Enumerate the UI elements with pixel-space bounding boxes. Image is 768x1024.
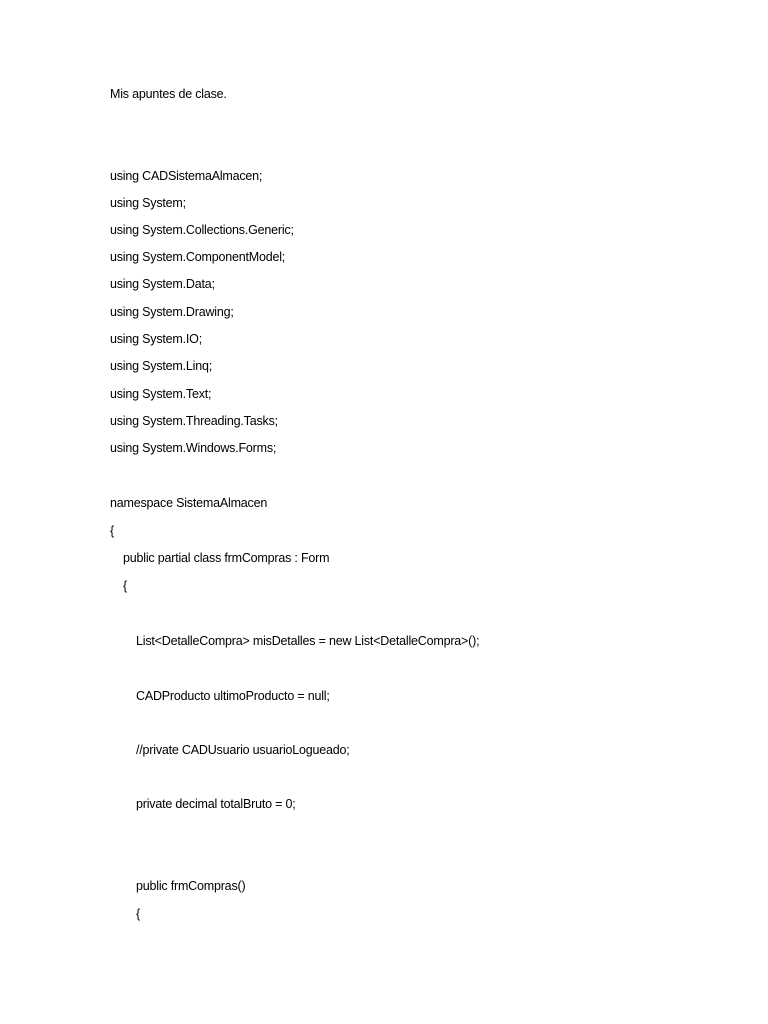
namespace-line: namespace SistemaAlmacen [110, 496, 268, 510]
using-line: using CADSistemaAlmacen; [110, 169, 263, 183]
class-declaration-line: public partial class frmCompras : Form [123, 551, 330, 565]
using-line: using System.Collections.Generic; [110, 223, 294, 237]
using-line: using System.Text; [110, 387, 212, 401]
namespace-open-brace: { [110, 524, 114, 538]
using-line: using System.Threading.Tasks; [110, 414, 278, 428]
document-title: Mis apuntes de clase. [110, 87, 227, 101]
using-line: using System.Data; [110, 277, 215, 291]
using-line: using System.ComponentModel; [110, 250, 286, 264]
constructor-line: public frmCompras() [136, 879, 246, 893]
constructor-open-brace: { [136, 907, 140, 921]
field-total-line: private decimal totalBruto = 0; [136, 797, 296, 811]
using-line: using System.IO; [110, 332, 202, 346]
class-open-brace: { [123, 579, 127, 593]
using-line: using System.Linq; [110, 359, 213, 373]
comment-line: //private CADUsuario usuarioLogueado; [136, 743, 350, 757]
using-line: using System; [110, 196, 186, 210]
using-line: using System.Drawing; [110, 305, 234, 319]
field-list-line: List<DetalleCompra> misDetalles = new List<DetalleCompra>(); [136, 634, 480, 648]
using-line: using System.Windows.Forms; [110, 441, 277, 455]
field-product-line: CADProducto ultimoProducto = null; [136, 689, 330, 703]
